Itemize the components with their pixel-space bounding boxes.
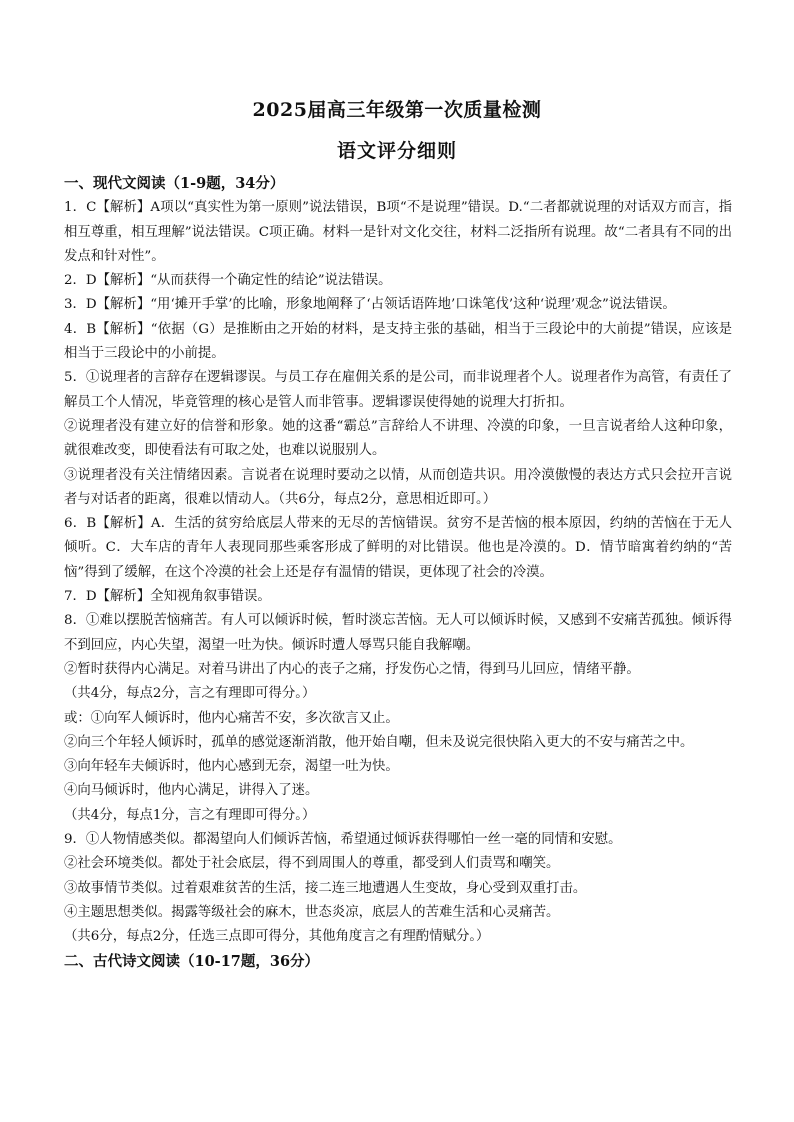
document-subtitle: 语文评分细则 xyxy=(336,140,457,162)
answer-8-alt-scoring: （共4分，每点1分，言之有理即可得分。） xyxy=(64,807,316,823)
answer-1: 1．C【解析】A项以“真实性为第一原则”说法错误，B项“不是说理”错误。D.“二者都就说理的对话双方而言，指相互尊重，相互理解”说法错误。C项正确。材料一是针对文化交往，材料二泛指所有说理。故“二者具有不同的出发点和针对性”。 xyxy=(64,200,732,264)
answer-9-scoring: （共6分，每点2分，任选三点即可得分，其他角度言之有理酌情赋分。） xyxy=(64,929,490,945)
answer-8-point-2: ②暂时获得内心满足。对着马讲出了内心的丧子之痛，抒发伤心之情，得到马儿回应，情绪平静。 xyxy=(64,661,640,677)
answer-8-alt-point-2: ②向三个年轻人倾诉时，孤单的感觉逐渐消散，他开始自嘲，但未及说完很快陷入更大的不安与痛苦之中。 xyxy=(64,734,694,750)
answer-9-point-4: ④主题思想类似。揭露等级社会的麻木，世态炎凉，底层人的苦难生活和心灵痛苦。 xyxy=(64,904,560,920)
document-title: 2025届高三年级第一次质量检测 xyxy=(252,99,542,121)
answer-9-point-1: 9．①人物情感类似。都渴望向人们倾诉苦恼，希望通过倾诉获得哪怕一丝一毫的同情和安慰。 xyxy=(64,832,622,848)
document-body xyxy=(64,172,732,974)
answer-3: 3．D【解析】“用‘摊开手掌’的比喻，形象地阐释了‘占领话语阵地’口诛笔伐’这种‘说理’观念”说法错误。 xyxy=(64,297,676,313)
answer-9-point-2: ②社会环境类似。都处于社会底层，得不到周围人的尊重，都受到人们责骂和嘲笑。 xyxy=(64,856,560,872)
answer-8-point-1: 8．①难以摆脱苦恼痛苦。有人可以倾诉时候，暂时淡忘苦恼。无人可以倾诉时候，又感到不安痛苦孤独。倾诉得不到回应，内心失望，渴望一吐为快。倾诉时遭人辱骂只能自我解嘲。 xyxy=(64,613,732,653)
answer-2: 2．D【解析】“从而获得一个确定性的结论”说法错误。 xyxy=(64,273,392,289)
answer-5-point-3: ③说理者没有关注情绪因素。言说者在说理时要动之以情，从而创造共识。用冷漠傲慢的表达方式只会拉开言说者与对话者的距离，很难以情动人。（共6分，每点2分，意思相近即可。） xyxy=(64,467,732,507)
answer-9-point-3: ③故事情节类似。过着艰难贫苦的生活，接二连三地遭遇人生变故，身心受到双重打击。 xyxy=(64,880,587,896)
answer-5-point-2: ②说理者没有建立好的信誉和形象。她的这番“霸总”言辞给人不讲理、冷漠的印象，一旦言说者给人这种印象，就很难改变，即使看法有可取之处，也难以说服别人。 xyxy=(64,418,732,459)
answer-8-scoring: （共4分，每点2分，言之有理即可得分。） xyxy=(64,686,316,702)
answer-7: 7．D【解析】全知视角叙事错误。 xyxy=(64,589,271,605)
answer-8-alt-point-4: ④向马倾诉时，他内心满足，讲得入了迷。 xyxy=(64,783,319,799)
answer-8-alt-point-1: 或：①向军人倾诉时，他内心痛苦不安，多次欲言又止。 xyxy=(64,710,399,726)
answer-8-alt-point-3: ③向年轻车夫倾诉时，他内心感到无奈，渴望一吐为快。 xyxy=(64,759,399,775)
section-heading-classical-reading: 二、古代诗文阅读（10-17题，36分） xyxy=(64,952,320,970)
answer-6: 6．B【解析】A．生活的贫穷给底层人带来的无尽的苦恼错误。贫穷不是苦恼的根本原因，约纳的苦恼在于无人倾听。C．大车店的青年人表现同那些乘客形成了鲜明的对比错误。他也是冷漠的。D．情节暗寓着约纳的“苦恼”得到了缓解，在这个冷漠的社会上还是存有温情的错误，更体现了社会的冷漠。 xyxy=(64,516,732,580)
answer-5-point-1: 5．①说理者的言辞存在逻辑谬误。与员工存在雇佣关系的是公司，而非说理者个人。说理者作为高管，有责任了解员工个人情况，毕竟管理的核心是管人而非管事。逻辑谬误使得她的说理大打折扣。 xyxy=(64,370,732,410)
section-heading-modern-reading: 一、现代文阅读（1-9题，34分） xyxy=(64,175,285,192)
answer-4: 4．B【解析】“依据（G）是推断由之开始的材料，是支持主张的基础，相当于三段论中的大前提”错误，应该是相当于三段论中的小前提。 xyxy=(64,321,732,362)
